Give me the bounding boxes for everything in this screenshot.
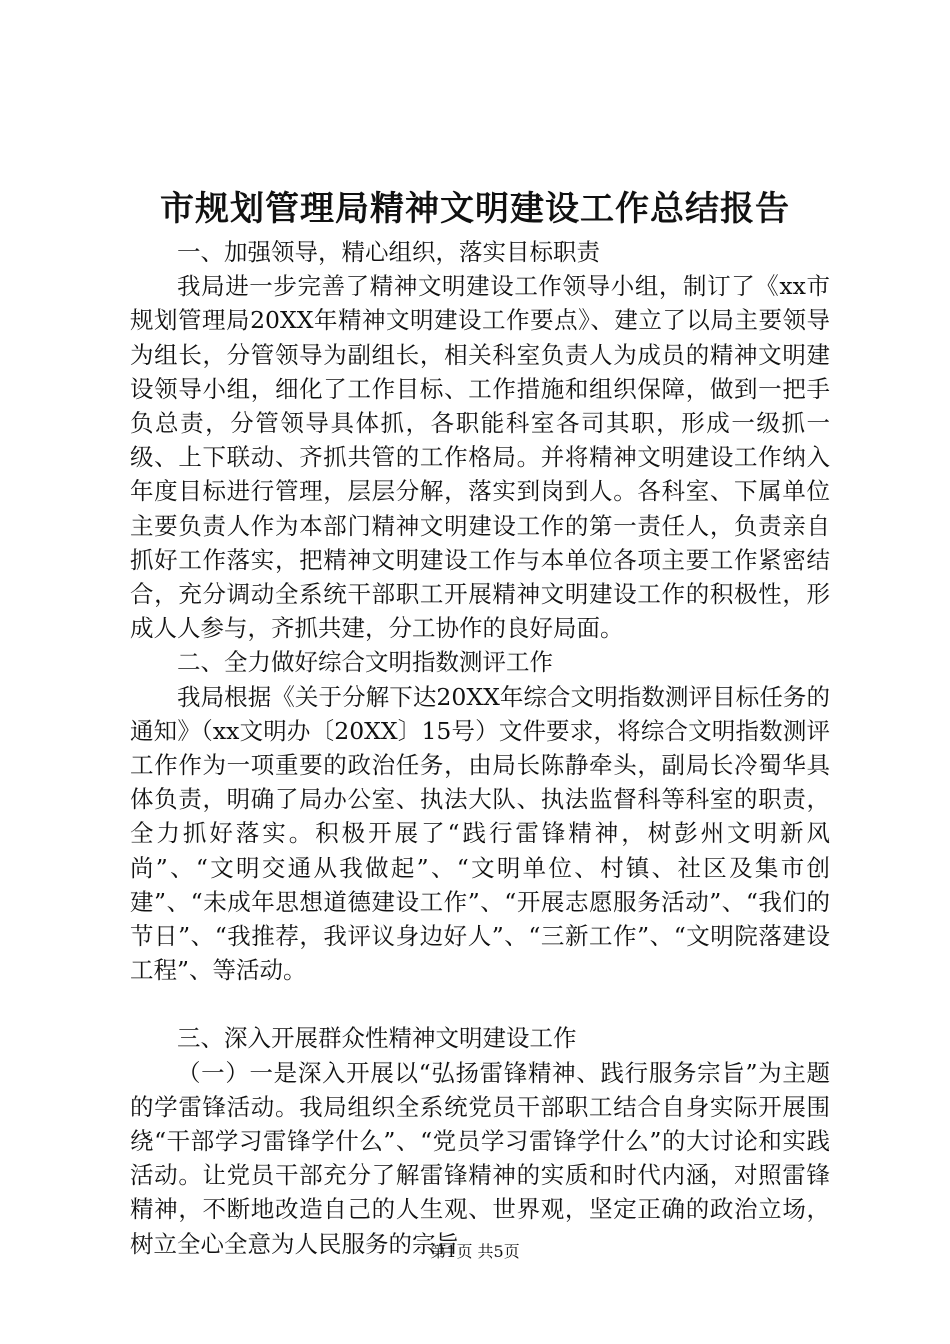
paragraph-1: 我局进一步完善了精神文明建设工作领导小组，制订了《xx市规划管理局20XX年精神文明建设工作要点》、建立了以局主要领导为组长，分管领导为副组长，相关科室负责人为成员的精神文明建设领导小组，细化了工作目标、工作措施和组织保障，做到一把手负总责，分管领导具体抓，各职能科室各司其职，形成一级抓一级、上下联动、齐抓共管的工作格局。并将精神文明建设工作纳入年度目标进行管理，层层分解，落实到岗到人。各科室、下属单位主要负责人作为本部门精神文明建设工作的第一责任人，负责亲自抓好工作落实，把精神文明建设工作与本单位各项主要工作紧密结合，充分调动全系统干部职工开展精神文明建设工作的积极性，形成人人参与，齐抓共建，分工协作的良好局面。 [130,272,830,643]
document-body [130,235,830,1261]
paragraph-2: 我局根据《关于分解下达20XX年综合文明指数测评目标任务的通知》（xx文明办〔20XX〕15号）文件要求，将综合文明指数测评工作作为一项重要的政治任务，由局长陈静牵头，副局长冷蜀华具体负责，明确了局办公室、执法大队、执法监督科等科室的职责，全力抓好落实。积极开展了“践行雷锋精神，树彭州文明新风尚”、“文明交通从我做起”、“文明单位、村镇、社区及集市创建”、“未成年思想道德建设工作”、“开展志愿服务活动”、“我们的节日”、“我推荐，我评议身边好人”、“三新工作”、“文明院落建设工程”、等活动。 [130,682,830,985]
document-title: 市规划管理局精神文明建设工作总结报告 [160,189,790,229]
paragraph-3: （一）一是深入开展以“弘扬雷锋精神、践行服务宗旨”为主题的学雷锋活动。我局组织全系统党员干部职工结合自身实际开展围绕“干部学习雷锋学什么”、“党员学习雷锋学什么”的大讨论和实践活动。让党员干部充分了解雷锋精神的实质和时代内涵，对照雷锋精神，不断地改造自己的人生观、世界观，坚定正确的政治立场，树立全心全意为人民服务的宗旨 [130,1058,830,1258]
section-heading-1: 一、加强领导，精心组织，落实目标职责 [177,238,600,266]
page-number: 第1页 共5页 [430,1242,520,1261]
section-heading-3: 三、深入开展群众性精神文明建设工作 [177,1024,577,1053]
section-heading-2: 二、全力做好综合文明指数测评工作 [177,648,553,677]
